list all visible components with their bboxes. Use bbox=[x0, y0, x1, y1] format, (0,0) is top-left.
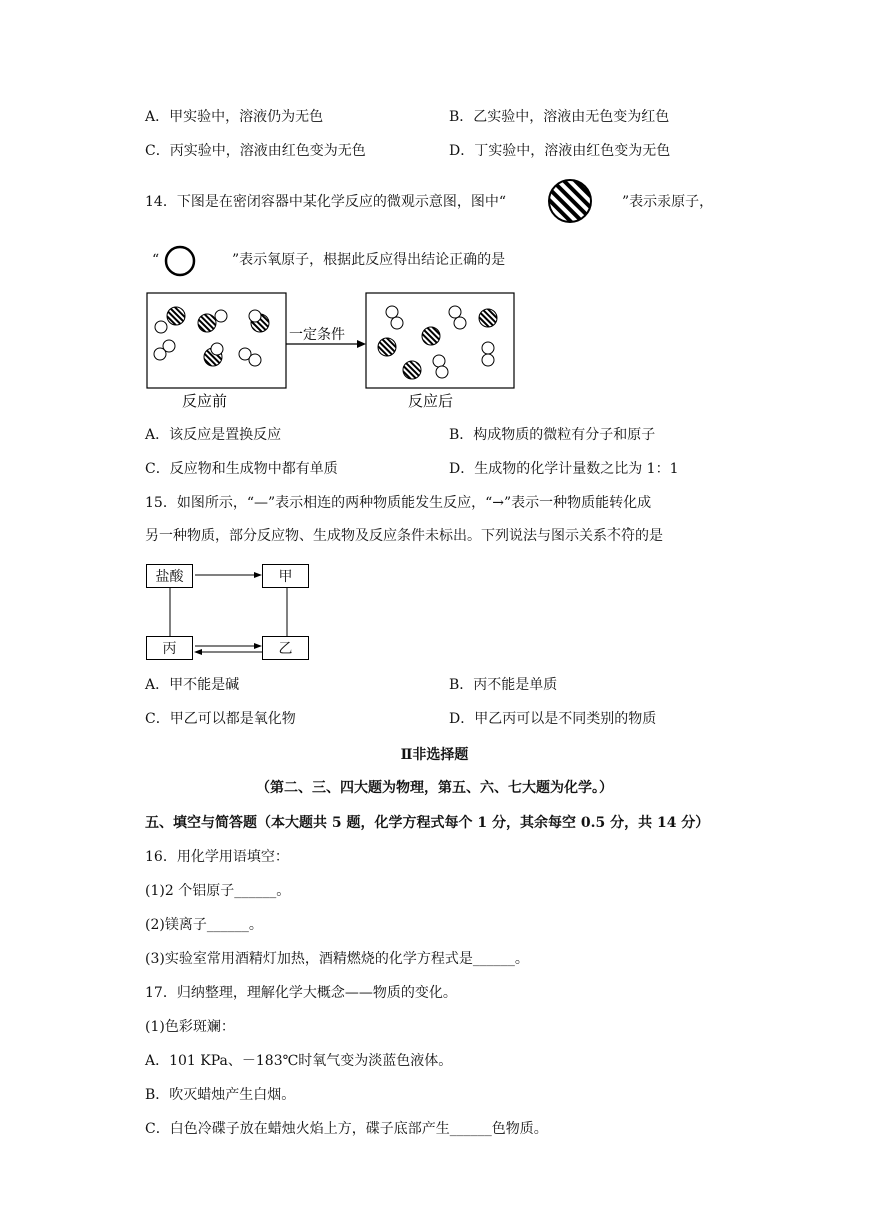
box-yi: 乙 bbox=[262, 636, 309, 660]
mercury-atom-icon bbox=[547, 178, 593, 224]
hg-atom bbox=[378, 338, 396, 356]
q14-option-a: A．该反应是置换反应 bbox=[145, 427, 282, 443]
q17-item-a: A．101 KPa、－183℃时氧气变为淡蓝色液体。 bbox=[145, 1053, 453, 1069]
q15-option-d: D．甲乙丙可以是不同类别的物质 bbox=[449, 711, 657, 727]
q15-emphasis-char: 符 bbox=[621, 528, 635, 544]
q15-emphasis-char: 不 bbox=[607, 528, 621, 544]
arrow-label: 一定条件 bbox=[289, 327, 345, 343]
q13-option-d: D．丁实验中，溶液由红色变为无色 bbox=[449, 143, 671, 159]
hg-atom bbox=[422, 327, 440, 345]
q17-sub1: (1)色彩斑斓： bbox=[145, 1019, 235, 1035]
hg-atom bbox=[479, 309, 497, 327]
q16-sub3: (3)实验室常用酒精灯加热，酒精燃烧的化学方程式是______。 bbox=[145, 951, 529, 967]
part5-heading: 五、填空与简答题（本大题共 5 题，化学方程式每个 1 分，其余每空 0.5 分，共 14 分） bbox=[145, 815, 710, 831]
q13-option-b: B．乙实验中，溶液由无色变为红色 bbox=[449, 109, 670, 125]
box-bing: 丙 bbox=[146, 636, 193, 660]
reaction-diagram bbox=[145, 290, 520, 412]
q14-stem2-part1: “ bbox=[152, 252, 160, 268]
q14-option-b: B．构成物质的微粒有分子和原子 bbox=[449, 427, 656, 443]
q16-stem: 16．用化学用语填空： bbox=[145, 849, 289, 865]
q15-option-a: A．甲不能是碱 bbox=[145, 677, 240, 693]
q16-sub1: (1)2 个铝原子______。 bbox=[145, 883, 291, 899]
q15-stem-post: 的是 bbox=[635, 528, 663, 544]
hg-atom bbox=[403, 361, 421, 379]
q17-item-b: B．吹灭蜡烛产生白烟。 bbox=[145, 1087, 296, 1103]
q17-item-c: C．白色冷碟子放在蜡烛火焰上方，碟子底部产生______色物质。 bbox=[145, 1121, 548, 1137]
q14-option-d: D．生成物的化学计量数之比为 1：1 bbox=[449, 461, 679, 477]
before-label: 反应前 bbox=[182, 392, 228, 410]
box-hydrochloric-acid: 盐酸 bbox=[146, 564, 193, 588]
q15-stem-line2 bbox=[145, 526, 663, 546]
q17-stem: 17．归纳整理，理解化学大概念——物质的变化。 bbox=[145, 985, 457, 1001]
q14-option-c: C．反应物和生成物中都有单质 bbox=[145, 461, 338, 477]
q15-option-b: B．丙不能是单质 bbox=[449, 677, 558, 693]
section-title: Ⅱ非选择题 bbox=[400, 747, 469, 763]
after-label: 反应后 bbox=[408, 392, 454, 410]
q15-stem-line1: 15．如图所示，“—”表示相连的两种物质能发生反应，“→”表示一种物质能转化成 bbox=[145, 495, 652, 511]
q14-stem-part2: ”表示汞原子， bbox=[622, 194, 714, 210]
q14-stem-part1: 14．下图是在密闭容器中某化学反应的微观示意图，图中“ bbox=[145, 194, 506, 210]
q16-sub2: (2)镁离子______。 bbox=[145, 917, 263, 933]
arrow-head bbox=[357, 340, 366, 348]
section-subtitle: （第二、三、四大题为物理，第五、六、七大题为化学。） bbox=[256, 780, 613, 796]
q13-option-a: A．甲实验中，溶液仍为无色 bbox=[145, 109, 324, 125]
oxygen-atom-icon bbox=[163, 244, 197, 278]
q14-stem2-part2: ”表示氧原子，根据此反应得出结论正确的是 bbox=[232, 252, 506, 268]
box-jia: 甲 bbox=[262, 564, 309, 588]
q15-option-c: C．甲乙可以都是氧化物 bbox=[145, 711, 296, 727]
q15-stem-pre: 另一种物质，部分反应物、生成物及反应条件未标出。下列说法与图示关系 bbox=[145, 528, 607, 544]
q13-option-c: C．丙实验中，溶液由红色变为无色 bbox=[145, 143, 366, 159]
